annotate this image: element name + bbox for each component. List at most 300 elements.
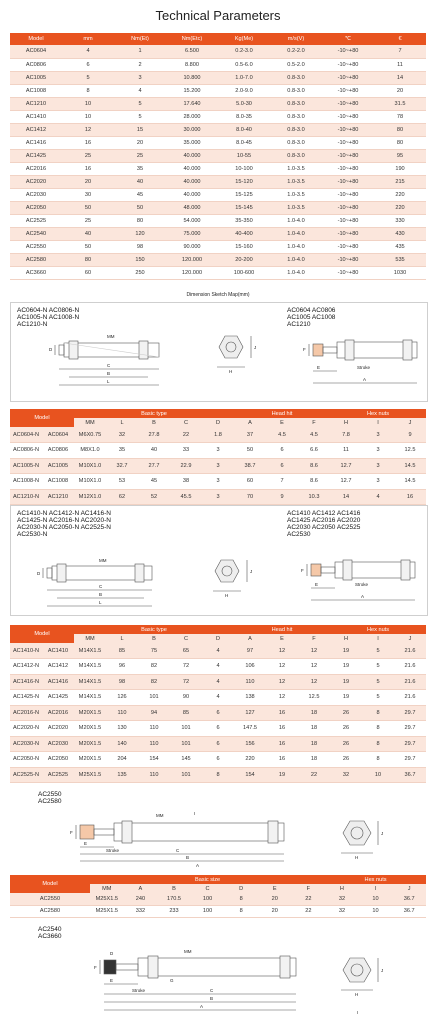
params-header-cell: Nm(Et)	[114, 33, 166, 45]
table-cell: -10~+80	[322, 214, 374, 227]
params-header-cell: ℃	[322, 33, 374, 45]
table-cell: M14X1.5	[74, 674, 106, 690]
table-cell: 29.7	[394, 736, 426, 752]
table-cell: 10	[359, 905, 393, 917]
table-cell: 35-350	[218, 214, 270, 227]
table-cell: 12.5	[394, 443, 426, 459]
table-row	[10, 489, 426, 505]
table-cell: AC2016	[10, 162, 62, 175]
table-cell: 1	[114, 45, 166, 58]
table-cell: 29.7	[394, 752, 426, 768]
table-cell: 97	[234, 643, 266, 659]
table-cell: 18	[298, 752, 330, 768]
dim-h: H	[229, 369, 233, 374]
table-cell: 36.7	[394, 767, 426, 783]
sub-header-cell: F	[298, 418, 330, 427]
table-cell: 30.000	[166, 123, 218, 136]
table-row	[10, 659, 426, 675]
table-cell: 4	[362, 489, 394, 505]
table-cell: -10~+80	[322, 162, 374, 175]
table-cell: 95	[374, 149, 426, 162]
table-cell: 35	[114, 162, 166, 175]
dim-d: D	[37, 571, 41, 576]
model-label: AC1425-N AC2016-N AC2020-N	[17, 517, 111, 524]
table-cell: 1.0-7.0	[218, 71, 270, 84]
table-cell: AC1005	[10, 71, 62, 84]
table-cell: 6	[266, 458, 298, 474]
table-cell: 9	[266, 489, 298, 505]
table-cell: 14.5	[394, 474, 426, 490]
table-row	[10, 253, 426, 266]
table-cell: 20	[374, 84, 426, 97]
table-cell: AC2050	[10, 201, 62, 214]
sub-header-cell: J	[394, 418, 426, 427]
table-cell: 14	[374, 71, 426, 84]
table-cell: 30	[62, 188, 114, 201]
table-cell: 250	[114, 266, 166, 279]
dim-l: L	[107, 379, 110, 384]
table-cell: 20-200	[218, 253, 270, 266]
table-cell: 8	[362, 721, 394, 737]
table-cell: 170.5	[157, 893, 191, 905]
table-cell: 75	[138, 643, 170, 659]
table-cell: 98	[106, 674, 138, 690]
table-cell: -10~+80	[322, 201, 374, 214]
table-cell: 32	[325, 905, 359, 917]
table-cell: 8	[62, 84, 114, 97]
sub-header-cell: H	[330, 418, 362, 427]
dim-mm: MM	[107, 334, 115, 339]
table-cell: 10.800	[166, 71, 218, 84]
table-cell: 40.000	[166, 162, 218, 175]
table-cell: 5	[62, 71, 114, 84]
table-row	[10, 643, 426, 659]
sub-header-cell: E	[258, 884, 292, 893]
table-cell: 8	[202, 767, 234, 783]
table-cell: 15-120	[218, 175, 270, 188]
table-cell: 22	[292, 905, 326, 917]
table-cell: 1.0-4.0	[270, 253, 322, 266]
dim-h: H	[355, 992, 359, 997]
table-cell: 19	[330, 674, 362, 690]
table-cell: M25X1.5	[74, 767, 106, 783]
table-cell: M20X1.5	[74, 705, 106, 721]
table-cell: 5	[362, 659, 394, 675]
sub-header-cell: F	[298, 634, 330, 643]
table-cell: AC2020-N	[10, 721, 42, 737]
table-cell: 0.2-2.0	[270, 45, 322, 58]
table-cell: 15	[114, 123, 166, 136]
table-cell: 40	[114, 175, 166, 188]
table-row	[10, 266, 426, 279]
table-cell: AC1410	[42, 643, 74, 659]
table-row	[10, 674, 426, 690]
table-cell: 332	[124, 905, 158, 917]
table-cell: 3	[114, 71, 166, 84]
table-cell: 53	[106, 474, 138, 490]
model-label: AC2540	[38, 926, 62, 933]
sub-header-cell: A	[234, 418, 266, 427]
table-cell: 16	[266, 705, 298, 721]
table-cell: M14X1.5	[74, 690, 106, 706]
t3-model-header: Model	[10, 625, 74, 643]
dim-c: C	[99, 584, 103, 589]
table-cell: 3	[362, 458, 394, 474]
table-cell: AC1410-N	[10, 643, 42, 659]
table-row	[10, 97, 426, 110]
table-row	[10, 905, 426, 917]
table-cell: AC2020	[42, 721, 74, 737]
table-cell: AC1008	[42, 474, 74, 490]
table-cell: 26	[330, 705, 362, 721]
table-cell: 1.8	[202, 427, 234, 443]
table-row	[10, 458, 426, 474]
t2-basic-header: Basic type	[74, 409, 234, 418]
model-label: AC1425 AC2016 AC2020	[287, 517, 361, 524]
table-row	[10, 227, 426, 240]
table-cell: 4	[62, 45, 114, 58]
dim-a: A	[361, 594, 365, 599]
table-cell: -10~+80	[322, 97, 374, 110]
table-cell: 19	[330, 690, 362, 706]
dim-f: F	[301, 568, 304, 573]
table-cell: 20	[258, 893, 292, 905]
table-cell: AC1416	[42, 674, 74, 690]
table-cell: 12.7	[330, 474, 362, 490]
table-cell: 32	[106, 427, 138, 443]
table-cell: 240	[124, 893, 158, 905]
table-row	[10, 84, 426, 97]
table-cell: 4	[202, 659, 234, 675]
table-cell: AC2030	[10, 188, 62, 201]
table-cell: 1030	[374, 266, 426, 279]
table-row	[10, 767, 426, 783]
table-cell: -10~+80	[322, 240, 374, 253]
table-cell: 8	[362, 705, 394, 721]
table-cell: AC0604	[42, 427, 74, 443]
dim-c: C	[210, 988, 214, 993]
table-row	[10, 893, 426, 905]
table-cell: M20X1.5	[74, 736, 106, 752]
table-cell: 3	[202, 458, 234, 474]
table-cell: 0.5-2.0	[270, 58, 322, 71]
table-cell: -10~+80	[322, 227, 374, 240]
table-cell: 10-55	[218, 149, 270, 162]
table-cell: 18	[298, 736, 330, 752]
sub-header-cell: J	[392, 884, 426, 893]
table-cell: 21.6	[394, 690, 426, 706]
table-cell: AC2580	[10, 905, 90, 917]
model-label: AC2530	[287, 531, 311, 538]
table-cell: 7	[374, 45, 426, 58]
table-cell: 22.9	[170, 458, 202, 474]
dim-stroke: Stroke	[357, 365, 371, 370]
table-cell: AC1008	[10, 84, 62, 97]
table-cell: 4	[202, 674, 234, 690]
table-cell: 1.0-3.5	[270, 175, 322, 188]
table-cell: 65	[170, 643, 202, 659]
table-cell: 17.640	[166, 97, 218, 110]
table-cell: 15-145	[218, 201, 270, 214]
table-cell: 127	[234, 705, 266, 721]
dim-a: A	[196, 863, 200, 868]
table-row	[10, 175, 426, 188]
table-cell: 38	[170, 474, 202, 490]
table-cell: 130	[106, 721, 138, 737]
table-cell: 106	[234, 659, 266, 675]
dim-j: J	[250, 569, 253, 574]
table-cell: 11	[374, 58, 426, 71]
params-header-cell: Model	[10, 33, 62, 45]
table-cell: 36.7	[392, 905, 426, 917]
table-cell: 4	[202, 643, 234, 659]
table-cell: 80	[374, 136, 426, 149]
dim-b: B	[107, 371, 111, 376]
table-cell: 6	[202, 721, 234, 737]
table-cell: AC1425	[42, 690, 74, 706]
model-label: AC2530-N	[17, 531, 48, 538]
dim-h: H	[355, 855, 359, 860]
table-cell: 31.5	[374, 97, 426, 110]
table-row	[10, 71, 426, 84]
table-cell: 145	[170, 752, 202, 768]
table-cell: 18	[298, 705, 330, 721]
table-cell: 21.6	[394, 674, 426, 690]
dimension-table-medium	[10, 625, 426, 799]
table-cell: 6	[266, 443, 298, 459]
table-cell: 8.6	[298, 458, 330, 474]
table-cell: 26	[330, 752, 362, 768]
sub-header-cell: A	[234, 634, 266, 643]
table-cell: 27.7	[138, 458, 170, 474]
table-cell: 9	[394, 427, 426, 443]
dim-h: H	[225, 593, 229, 598]
model-label: AC2550	[38, 791, 62, 798]
table-cell: -10~+80	[322, 84, 374, 97]
dim-f: F	[303, 347, 306, 352]
sub-header-cell: L	[106, 634, 138, 643]
table-cell: 204	[106, 752, 138, 768]
table-cell: 35.000	[166, 136, 218, 149]
table-cell: 7.8	[330, 427, 362, 443]
table-cell: 0.5-6.0	[218, 58, 270, 71]
table-cell: 110	[138, 736, 170, 752]
table-cell: -10~+80	[322, 149, 374, 162]
dim-a: A	[363, 377, 367, 382]
table-cell: AC1410	[10, 110, 62, 123]
sub-header-cell: MM	[74, 634, 106, 643]
params-header-cell: mm	[62, 33, 114, 45]
sub-header-cell: MM	[90, 884, 124, 893]
table-cell: 110	[234, 674, 266, 690]
table-row	[10, 201, 426, 214]
table-cell: 435	[374, 240, 426, 253]
table-cell: 16	[394, 489, 426, 505]
table-cell: 16	[62, 136, 114, 149]
table-cell: 190	[374, 162, 426, 175]
sub-header-cell: I	[359, 884, 393, 893]
table-cell: 5	[362, 674, 394, 690]
table-cell: 72	[170, 659, 202, 675]
table-row	[10, 136, 426, 149]
table-cell: 5	[114, 97, 166, 110]
dim-mm: MM	[184, 949, 192, 954]
shock-absorber-sketch-2	[11, 506, 425, 615]
table-cell: 535	[374, 253, 426, 266]
table-cell: 40	[138, 443, 170, 459]
table-row	[10, 427, 426, 443]
table-cell: M10X1.0	[74, 474, 106, 490]
table-cell: 4	[114, 84, 166, 97]
table-cell: 50	[62, 201, 114, 214]
sub-header-cell: H	[325, 884, 359, 893]
dim-g: G	[170, 978, 174, 983]
table-cell: 1.0-4.0	[270, 227, 322, 240]
table-cell: 101	[170, 721, 202, 737]
table-cell: 78	[374, 110, 426, 123]
table-cell: 19	[330, 643, 362, 659]
table-cell: 0.2-3.0	[218, 45, 270, 58]
table-cell: AC1412	[42, 659, 74, 675]
table-cell: 6	[202, 752, 234, 768]
table-cell: 15-125	[218, 188, 270, 201]
table-cell: 50	[62, 240, 114, 253]
sub-header-cell: C	[170, 418, 202, 427]
table-cell: 14.5	[394, 458, 426, 474]
table-cell: 90.000	[166, 240, 218, 253]
dim-mm: MM	[99, 558, 107, 563]
table-cell: AC2550	[10, 893, 90, 905]
table-cell: 21.6	[394, 643, 426, 659]
sub-header-cell: L	[106, 418, 138, 427]
table-cell: 16	[266, 721, 298, 737]
sub-header-cell: I	[362, 418, 394, 427]
table-cell: 101	[138, 690, 170, 706]
table-cell: 2.0-9.0	[218, 84, 270, 97]
model-label: AC2030 AC2050 AC2525	[287, 524, 361, 531]
table-cell: M20X1.5	[74, 752, 106, 768]
dimension-sketch-panel-3	[10, 787, 426, 869]
sub-header-cell: E	[266, 418, 298, 427]
dim-stroke: Stroke	[132, 988, 146, 993]
table-cell: -10~+80	[322, 253, 374, 266]
table-row	[10, 162, 426, 175]
table-cell: 85	[170, 705, 202, 721]
table-row	[10, 123, 426, 136]
table-cell: 45	[114, 188, 166, 201]
table-cell: 50	[234, 443, 266, 459]
dimension-sketch-panel-2	[10, 505, 428, 616]
table-cell: 3	[202, 443, 234, 459]
table-cell: 110	[138, 721, 170, 737]
table-cell: AC1425	[10, 149, 62, 162]
table-cell: 75.000	[166, 227, 218, 240]
t4-hex-header: Hex nuts	[325, 875, 426, 884]
table-cell: 16	[266, 752, 298, 768]
dim-j: J	[381, 968, 384, 973]
table-cell: 1.0-4.0	[270, 240, 322, 253]
table-cell: 4	[202, 690, 234, 706]
table-row	[10, 45, 426, 58]
dim-i: I	[357, 1010, 359, 1015]
table-cell: 16	[62, 162, 114, 175]
table-cell: 150	[114, 253, 166, 266]
dimension-table-small	[10, 409, 426, 505]
table-cell: AC2525	[42, 767, 74, 783]
table-cell: 15-160	[218, 240, 270, 253]
table-cell: AC1425-N	[10, 690, 42, 706]
t2-model-header: Model	[10, 409, 74, 427]
dim-c: C	[176, 848, 180, 853]
sub-header-cell: E	[266, 634, 298, 643]
table-cell: 0.8-3.0	[270, 149, 322, 162]
table-cell: AC2580	[10, 253, 62, 266]
table-cell: AC1210	[42, 489, 74, 505]
table-cell: 1.0-4.0	[270, 214, 322, 227]
table-cell: 12	[298, 659, 330, 675]
table-cell: 120.000	[166, 266, 218, 279]
table-cell: M12X1.0	[74, 489, 106, 505]
sub-header-cell: D	[202, 634, 234, 643]
table-cell: 35	[106, 443, 138, 459]
table-cell: 330	[374, 214, 426, 227]
table-cell: 21.6	[394, 659, 426, 675]
table-cell: 0.8-3.0	[270, 97, 322, 110]
table-cell: 12	[62, 123, 114, 136]
table-cell: 19	[266, 767, 298, 783]
table-cell: 110	[106, 705, 138, 721]
table-cell: 2	[114, 58, 166, 71]
table-cell: AC2550	[10, 240, 62, 253]
dim-j: J	[381, 831, 384, 836]
table-cell: 100-600	[218, 266, 270, 279]
table-cell: M20X1.5	[74, 721, 106, 737]
table-cell: 98	[114, 240, 166, 253]
table-cell: 100	[191, 905, 225, 917]
dim-b: B	[210, 996, 214, 1001]
table-cell: 8	[362, 736, 394, 752]
table-cell: AC0604	[10, 45, 62, 58]
table-cell: 26	[330, 736, 362, 752]
table-row	[10, 721, 426, 737]
table-cell: 220	[374, 188, 426, 201]
table-cell: 11	[330, 443, 362, 459]
table-row	[10, 705, 426, 721]
table-cell: 6	[62, 58, 114, 71]
sub-header-cell: J	[394, 634, 426, 643]
params-header-cell: Nm(Etc)	[166, 33, 218, 45]
params-header-cell: Kg(Me)	[218, 33, 270, 45]
table-cell: AC1008-N	[10, 474, 42, 490]
table-cell: 60	[62, 266, 114, 279]
model-label: AC1005-N AC1008-N	[17, 314, 80, 321]
table-cell: 94	[138, 705, 170, 721]
table-cell: 156	[234, 736, 266, 752]
dim-e: E	[110, 978, 114, 983]
table-cell: 6	[202, 705, 234, 721]
sub-header-cell: C	[170, 634, 202, 643]
table-cell: AC1005-N	[10, 458, 42, 474]
sub-header-cell: H	[330, 634, 362, 643]
table-cell: 3	[362, 427, 394, 443]
dimension-table-large	[10, 875, 426, 918]
table-cell: 26	[330, 721, 362, 737]
table-cell: 215	[374, 175, 426, 188]
table-cell: 3	[362, 474, 394, 490]
table-cell: 12	[298, 674, 330, 690]
table-cell: 36.7	[392, 893, 426, 905]
sub-header-cell: C	[191, 884, 225, 893]
